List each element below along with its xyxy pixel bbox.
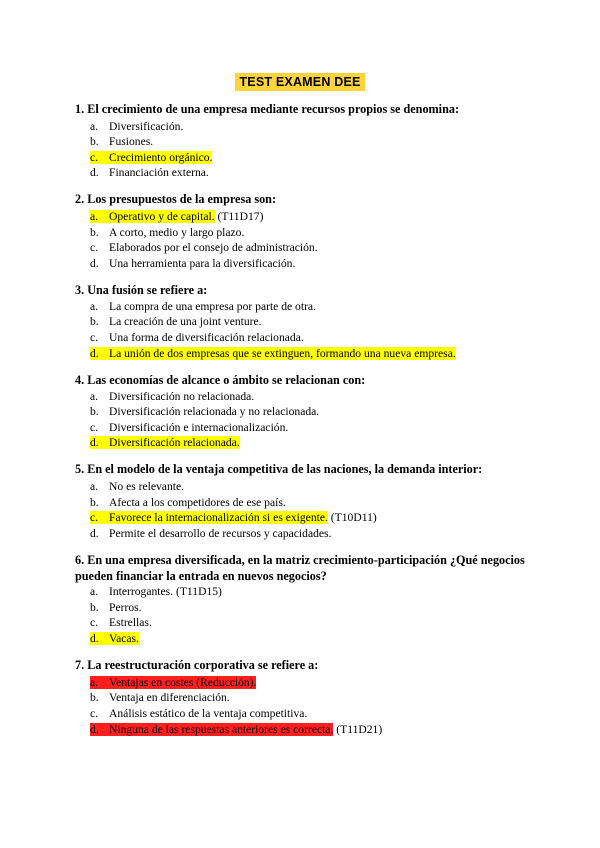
option-2d bbox=[90, 256, 560, 271]
option-note: (T11D21) bbox=[333, 723, 383, 736]
question-3: 3. Una fusión se refiere a: bbox=[75, 283, 208, 297]
option-letter: a. bbox=[90, 120, 99, 133]
question-7: 7. La reestructuración corporativa se refiere a: bbox=[75, 658, 319, 672]
option-text: Financiación externa. bbox=[109, 166, 209, 179]
option-letter: d. bbox=[90, 723, 99, 736]
question-4: 4. Las economías de alcance o ámbito se relacionan con: bbox=[75, 373, 366, 387]
option-text: Análisis estático de la ventaja competitiva. bbox=[109, 707, 308, 720]
option-1a bbox=[90, 119, 560, 134]
option-text: Afecta a los competidores de ese país. bbox=[109, 496, 286, 509]
option-text: La creación de una joint venture. bbox=[109, 315, 262, 328]
option-text: Favorece la internacionalización si es exigente. bbox=[109, 511, 328, 524]
question-6-line-2: pueden financiar la entrada en nuevos negocios? bbox=[75, 569, 327, 583]
option-note: (T11D17) bbox=[214, 210, 264, 223]
option-7d bbox=[90, 722, 560, 737]
option-text: Vacas. bbox=[109, 632, 139, 645]
option-letter: a. bbox=[90, 480, 99, 493]
option-letter: b. bbox=[90, 496, 99, 509]
option-letter: b. bbox=[90, 405, 99, 418]
option-letter: b. bbox=[90, 601, 99, 614]
answer-highlight bbox=[90, 436, 240, 449]
option-4c bbox=[90, 420, 560, 435]
option-3d bbox=[90, 346, 560, 361]
option-letter: c. bbox=[90, 151, 99, 164]
answer-highlight bbox=[90, 210, 215, 223]
option-text: Diversificación no relacionada. bbox=[109, 390, 255, 403]
option-text: Diversificación e internacionalización. bbox=[109, 421, 289, 434]
option-7b bbox=[90, 690, 560, 705]
option-6a bbox=[90, 584, 560, 599]
title-wrap bbox=[0, 73, 600, 91]
option-5b bbox=[90, 495, 560, 510]
option-note: (T10D11) bbox=[327, 511, 377, 524]
option-letter: a. bbox=[90, 210, 99, 223]
option-7c bbox=[90, 706, 560, 721]
option-text: Permite el desarrollo de recursos y capacidades. bbox=[109, 527, 332, 540]
option-3a bbox=[90, 299, 560, 314]
option-letter: d. bbox=[90, 632, 99, 645]
option-7a bbox=[90, 675, 560, 690]
option-text: Ventajas en costes (Reducción). bbox=[109, 676, 257, 689]
question-5: 5. En el modelo de la ventaja competitiva de las naciones, la demanda interior: bbox=[75, 462, 483, 476]
option-5a bbox=[90, 479, 560, 494]
wrong-highlight bbox=[90, 723, 333, 736]
option-1c bbox=[90, 150, 560, 165]
option-text: Operativo y de capital. bbox=[109, 210, 215, 223]
option-text: Diversificación relacionada. bbox=[109, 436, 240, 449]
option-text: Ventaja en diferenciación. bbox=[109, 691, 230, 704]
option-2a bbox=[90, 209, 560, 224]
option-letter: c. bbox=[90, 707, 99, 720]
option-text: A corto, medio y largo plazo. bbox=[109, 226, 245, 239]
option-letter: c. bbox=[90, 331, 99, 344]
answer-highlight bbox=[90, 511, 328, 524]
option-letter: d. bbox=[90, 166, 99, 179]
option-4b bbox=[90, 404, 560, 419]
option-4a bbox=[90, 389, 560, 404]
option-text: Una herramienta para la diversificación. bbox=[109, 257, 296, 270]
option-note: (T11D15) bbox=[173, 585, 222, 598]
option-letter: d. bbox=[90, 527, 99, 540]
option-6b bbox=[90, 600, 560, 615]
option-6c bbox=[90, 615, 560, 630]
option-letter: d. bbox=[90, 257, 99, 270]
answer-highlight bbox=[90, 151, 212, 164]
option-text: Interrogantes. bbox=[109, 585, 174, 598]
option-text: Fusiones. bbox=[109, 135, 154, 148]
option-letter: b. bbox=[90, 691, 99, 704]
answer-highlight bbox=[90, 347, 456, 360]
option-letter: c. bbox=[90, 511, 99, 524]
option-5d bbox=[90, 526, 560, 541]
option-letter: b. bbox=[90, 135, 99, 148]
option-text: Diversificación relacionada y no relacionada. bbox=[109, 405, 320, 418]
option-2b bbox=[90, 225, 560, 240]
option-text: La compra de una empresa por parte de otra. bbox=[109, 300, 316, 313]
option-text: Estrellas. bbox=[109, 616, 152, 629]
option-letter: d. bbox=[90, 436, 99, 449]
option-2c bbox=[90, 240, 560, 255]
option-letter: a. bbox=[90, 390, 99, 403]
option-text: Ninguna de las respuestas anteriores es correcta. bbox=[109, 723, 334, 736]
option-text: La unión de dos empresas que se extinguen, formando una nueva empresa. bbox=[109, 347, 456, 360]
option-4d bbox=[90, 435, 560, 450]
option-5c bbox=[90, 510, 560, 525]
question-2: 2. Los presupuestos de la empresa son: bbox=[75, 192, 277, 206]
page-title: TEST EXAMEN DEE bbox=[235, 73, 364, 91]
wrong-highlight bbox=[90, 676, 256, 689]
option-6d bbox=[90, 631, 560, 646]
option-3c bbox=[90, 330, 560, 345]
option-letter: c. bbox=[90, 421, 99, 434]
option-letter: a. bbox=[90, 676, 99, 689]
option-text: Una forma de diversificación relacionada. bbox=[109, 331, 304, 344]
option-1b bbox=[90, 134, 560, 149]
option-text: Perros. bbox=[109, 601, 142, 614]
option-3b bbox=[90, 314, 560, 329]
option-letter: d. bbox=[90, 347, 99, 360]
option-letter: c. bbox=[90, 616, 99, 629]
option-text: Elaborados por el consejo de administración. bbox=[109, 241, 318, 254]
question-6-line-1: 6. En una empresa diversificada, en la matriz crecimiento-participación ¿Qué negocios bbox=[75, 553, 525, 567]
option-letter: a. bbox=[90, 585, 99, 598]
question-1: 1. El crecimiento de una empresa mediante recursos propios se denomina: bbox=[75, 102, 460, 116]
option-letter: c. bbox=[90, 241, 99, 254]
option-1d bbox=[90, 165, 560, 180]
option-text: Diversificación. bbox=[109, 120, 184, 133]
option-text: No es relevante. bbox=[109, 480, 185, 493]
option-letter: b. bbox=[90, 315, 99, 328]
answer-highlight bbox=[90, 632, 139, 645]
option-letter: a. bbox=[90, 300, 99, 313]
option-letter: b. bbox=[90, 226, 99, 239]
option-text: Crecimiento orgánico. bbox=[109, 151, 213, 164]
